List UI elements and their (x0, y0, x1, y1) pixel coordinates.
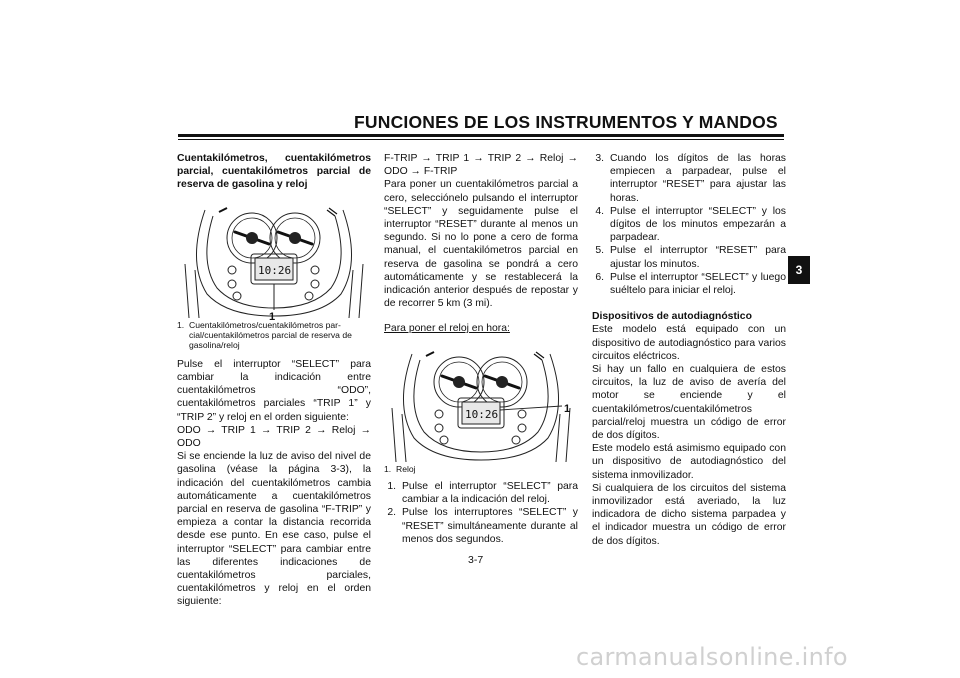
figure-caption-2 (384, 464, 578, 474)
list-item: 2. Pulse los interruptores “SELECT” y “RESET” simultáneamente durante al menos dos segundos. (387, 507, 578, 545)
figure-callout: 1 (269, 310, 276, 320)
instrument-panel-figure-1 (177, 192, 371, 320)
steps-list-1 (384, 480, 578, 546)
paragraph: Este modelo está equipado con un dispositivo de autodiagnóstico para varios circuitos eléctricos. (592, 324, 786, 362)
sequence-line: ODO → TRIP 1 → TRIP 2 → Reloj → ODO (177, 424, 371, 450)
subheading-set-clock: Para poner el reloj en hora: (384, 323, 510, 335)
section-heading-odometer: Cuentakilómetros, cuentakilómetros parcial, cuentakilómetros parcial de reserva de gasolina y reloj (177, 153, 371, 191)
paragraph: Para poner un cuentakilómetros parcial a cero, selecciónelo pulsando el interruptor “SELECT” y seguidamente pulse el interruptor “RESET” durante al menos un segundo. Si no lo pone a cero de forma manual, el cuentakilómetros parcial en reserva de gasolina se pondrá a cero automáticamente y se restablecerá la indicación anterior después de repostar y de recorrer 5 km (3 mi). (384, 179, 578, 310)
paragraph: Si se enciende la luz de aviso del nivel de gasolina (véase la página 3-3), la indicación del cuentakilómetros cambia automáticamente a cuentakilómetros parcial en reserva de gasolina “F-TRIP” y empieza a contar la distancia recorrida desde ese punto. En ese caso, pulse el interruptor “SELECT” para cambiar entre las diferentes indicaciones de cuentakilómetros parciales, cuentakilómetros y reloj en el orden siguiente: (177, 451, 371, 608)
column-middle (384, 152, 578, 546)
page-number: 3-7 (468, 554, 484, 566)
list-item: 3. Cuando los dígitos de las horas empiecen a parpadear, pulse el interruptor “RESET” para ajustar las horas. (595, 153, 786, 204)
instrument-panel-figure-2 (384, 336, 578, 464)
list-item: 5. Pulse el interruptor “RESET” para ajustar los minutos. (595, 245, 786, 270)
page-title: FUNCIONES DE LOS INSTRUMENTOS Y MANDOS (354, 112, 778, 132)
figure-caption-1 (177, 320, 371, 351)
list-item: 4. Pulse el interruptor “SELECT” y los dígitos de los minutos empezarán a parpadear. (595, 205, 786, 244)
sequence-line: F-TRIP → TRIP 1 → TRIP 2 → Reloj → ODO → F-TRIP (384, 153, 578, 178)
column-left (177, 152, 371, 609)
list-item: 1. Pulse el interruptor “SELECT” para cambiar a la indicación del reloj. (387, 481, 578, 506)
caption-line: Cuentakilómetros/cuentakilómetros par- (189, 319, 341, 330)
steps-list-2 (592, 152, 786, 297)
lcd-readout: 10:26 (465, 407, 499, 421)
column-right (592, 152, 786, 548)
chapter-tab: 3 (788, 256, 810, 284)
paragraph: Si hay un fallo en cualquiera de estos circuitos, la luz de aviso de avería del motor se enciende y el cuentakilómetros/cuentakilómetros parcial/reloj muestra un código de error de dos dígitos. (592, 364, 786, 442)
watermark: carmanualsonline.info (576, 643, 848, 671)
list-item: 6. Pulse el interruptor “SELECT” y luego suéltelo para iniciar el reloj. (595, 271, 786, 297)
header-rule-thin (178, 139, 784, 140)
caption-line: cial/cuentakilómetros parcial de reserva de (189, 330, 352, 341)
header-rule-thick (178, 134, 784, 137)
figure-callout: 1 (564, 402, 571, 415)
caption-line: gasolina/reloj (189, 340, 240, 351)
lcd-readout: 10:26 (258, 263, 292, 277)
section-heading-self-diagnosis: Dispositivos de autodiagnóstico (592, 311, 752, 323)
paragraph: Este modelo está asimismo equipado con un dispositivo de autodiagnóstico del sistema inmovilizador. (592, 443, 786, 481)
caption-text: Reloj (396, 463, 416, 474)
paragraph: Pulse el interruptor “SELECT” para cambiar la indicación entre cuentakilómetros “ODO”, cuentakilómetros parciales “TRIP 1” y “TRIP 2” y reloj en el orden siguiente: (177, 358, 371, 423)
caption-number: 1. (177, 319, 185, 330)
caption-number: 1. (384, 463, 392, 474)
paragraph: Si cualquiera de los circuitos del sistema inmovilizador está averiado, la luz indicadora de dicho sistema parpadea y el indicador muestra un código de error de dos dígitos. (592, 482, 786, 547)
